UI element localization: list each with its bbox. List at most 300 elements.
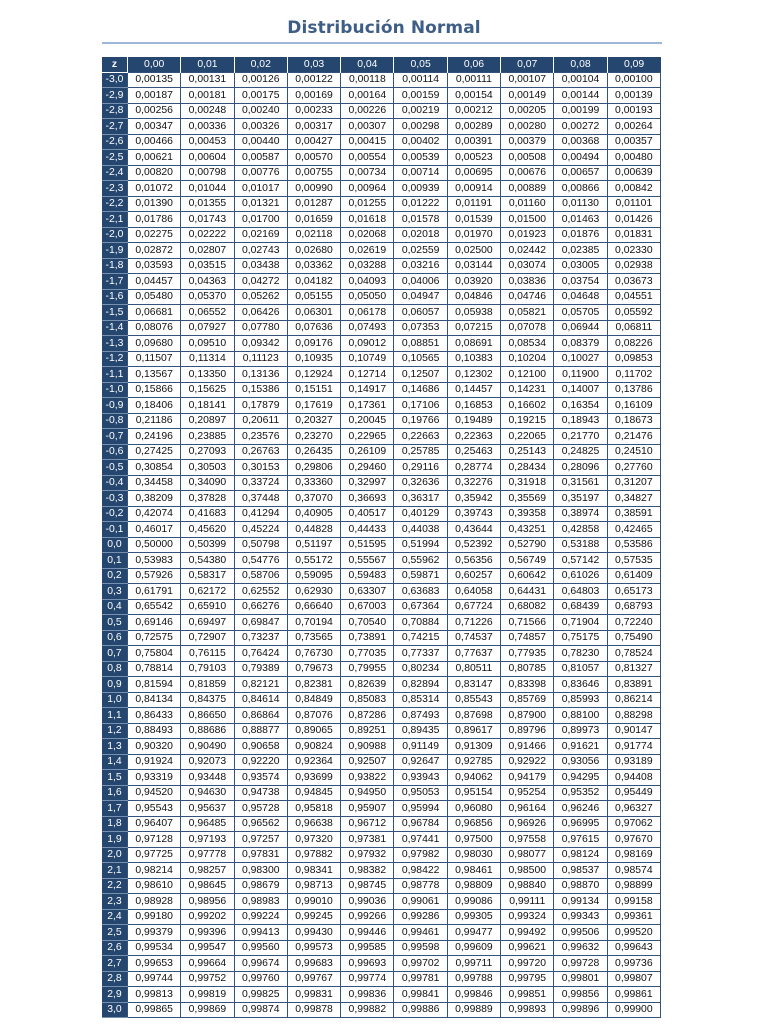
probability-cell: 0,05050 xyxy=(341,289,394,305)
table-row xyxy=(102,630,661,646)
probability-cell: 0,95449 xyxy=(607,785,660,801)
probability-cell: 0,97778 xyxy=(181,847,234,863)
probability-cell: 0,01618 xyxy=(341,212,394,228)
probability-cell: 0,36317 xyxy=(394,491,447,507)
probability-cell: 0,38974 xyxy=(554,506,607,522)
probability-cell: 0,17106 xyxy=(394,398,447,414)
probability-cell: 0,97062 xyxy=(607,816,660,832)
probability-cell: 0,10565 xyxy=(394,351,447,367)
z-value-cell: 2,5 xyxy=(102,925,128,941)
probability-cell: 0,33724 xyxy=(234,475,287,491)
probability-cell: 0,00226 xyxy=(341,103,394,119)
probability-cell: 0,99851 xyxy=(501,987,554,1003)
table-row xyxy=(102,367,661,383)
probability-cell: 0,90658 xyxy=(234,739,287,755)
probability-cell: 0,98928 xyxy=(128,894,181,910)
probability-cell: 0,23576 xyxy=(234,429,287,445)
probability-cell: 0,09342 xyxy=(234,336,287,352)
table-row xyxy=(102,553,661,569)
probability-cell: 0,92922 xyxy=(501,754,554,770)
probability-cell: 0,59483 xyxy=(341,568,394,584)
probability-cell: 0,99825 xyxy=(234,987,287,1003)
probability-cell: 0,98214 xyxy=(128,863,181,879)
probability-cell: 0,99893 xyxy=(501,1002,554,1018)
probability-cell: 0,99547 xyxy=(181,940,234,956)
probability-cell: 0,01539 xyxy=(447,212,500,228)
probability-cell: 0,99245 xyxy=(287,909,340,925)
probability-cell: 0,05705 xyxy=(554,305,607,321)
probability-cell: 0,76424 xyxy=(234,646,287,662)
probability-cell: 0,98679 xyxy=(234,878,287,894)
probability-cell: 0,79955 xyxy=(341,661,394,677)
probability-cell: 0,00554 xyxy=(341,150,394,166)
z-value-cell: 2,4 xyxy=(102,909,128,925)
probability-cell: 0,96784 xyxy=(394,816,447,832)
probability-cell: 0,98713 xyxy=(287,878,340,894)
probability-cell: 0,94738 xyxy=(234,785,287,801)
table-row xyxy=(102,72,661,88)
probability-cell: 0,12507 xyxy=(394,367,447,383)
probability-cell: 0,29806 xyxy=(287,460,340,476)
probability-cell: 0,06057 xyxy=(394,305,447,321)
probability-cell: 0,13136 xyxy=(234,367,287,383)
probability-cell: 0,40129 xyxy=(394,506,447,522)
probability-cell: 0,11123 xyxy=(234,351,287,367)
probability-cell: 0,04846 xyxy=(447,289,500,305)
table-row xyxy=(102,88,661,104)
probability-cell: 0,99781 xyxy=(394,971,447,987)
probability-cell: 0,00307 xyxy=(341,119,394,135)
z-value-cell: -1,5 xyxy=(102,305,128,321)
probability-cell: 0,95543 xyxy=(128,801,181,817)
probability-cell: 0,12302 xyxy=(447,367,500,383)
probability-cell: 0,04182 xyxy=(287,274,340,290)
z-value-cell: -2,0 xyxy=(102,227,128,243)
probability-cell: 0,12924 xyxy=(287,367,340,383)
z-value-cell: 0,6 xyxy=(102,630,128,646)
probability-cell: 0,97193 xyxy=(181,832,234,848)
probability-cell: 0,88298 xyxy=(607,708,660,724)
probability-cell: 0,99036 xyxy=(341,894,394,910)
probability-cell: 0,43251 xyxy=(501,522,554,538)
probability-cell: 0,99831 xyxy=(287,987,340,1003)
probability-cell: 0,74857 xyxy=(501,630,554,646)
probability-cell: 0,26763 xyxy=(234,444,287,460)
probability-cell: 0,07927 xyxy=(181,320,234,336)
probability-cell: 0,00368 xyxy=(554,134,607,150)
probability-cell: 0,96327 xyxy=(607,801,660,817)
table-row xyxy=(102,971,661,987)
probability-cell: 0,07493 xyxy=(341,320,394,336)
table-row xyxy=(102,739,661,755)
probability-cell: 0,99760 xyxy=(234,971,287,987)
probability-cell: 0,19489 xyxy=(447,413,500,429)
probability-cell: 0,01578 xyxy=(394,212,447,228)
probability-cell: 0,77337 xyxy=(394,646,447,662)
probability-cell: 0,00914 xyxy=(447,181,500,197)
probability-cell: 0,03593 xyxy=(128,258,181,274)
table-row xyxy=(102,940,661,956)
probability-cell: 0,97982 xyxy=(394,847,447,863)
probability-cell: 0,58317 xyxy=(181,568,234,584)
probability-cell: 0,00104 xyxy=(554,72,607,88)
probability-cell: 0,68439 xyxy=(554,599,607,615)
probability-cell: 0,00621 xyxy=(128,150,181,166)
column-header: 0,06 xyxy=(447,57,500,72)
probability-cell: 0,89973 xyxy=(554,723,607,739)
probability-cell: 0,99534 xyxy=(128,940,181,956)
probability-cell: 0,98778 xyxy=(394,878,447,894)
probability-cell: 0,30503 xyxy=(181,460,234,476)
probability-cell: 0,81057 xyxy=(554,661,607,677)
z-value-cell: 2,9 xyxy=(102,987,128,1003)
probability-cell: 0,01743 xyxy=(181,212,234,228)
probability-cell: 0,07078 xyxy=(501,320,554,336)
probability-cell: 0,69497 xyxy=(181,615,234,631)
probability-cell: 0,15386 xyxy=(234,382,287,398)
probability-cell: 0,69847 xyxy=(234,615,287,631)
probability-cell: 0,45224 xyxy=(234,522,287,538)
z-value-cell: -2,1 xyxy=(102,212,128,228)
probability-cell: 0,00114 xyxy=(394,72,447,88)
probability-cell: 0,95994 xyxy=(394,801,447,817)
probability-cell: 0,14917 xyxy=(341,382,394,398)
probability-cell: 0,99861 xyxy=(607,987,660,1003)
table-row xyxy=(102,615,661,631)
table-row xyxy=(102,212,661,228)
probability-cell: 0,02068 xyxy=(341,227,394,243)
probability-cell: 0,91924 xyxy=(128,754,181,770)
probability-cell: 0,44433 xyxy=(341,522,394,538)
probability-cell: 0,99874 xyxy=(234,1002,287,1018)
probability-cell: 0,53586 xyxy=(607,537,660,553)
probability-cell: 0,22965 xyxy=(341,429,394,445)
probability-cell: 0,86433 xyxy=(128,708,181,724)
table-row xyxy=(102,258,661,274)
table-row xyxy=(102,398,661,414)
probability-cell: 0,28774 xyxy=(447,460,500,476)
probability-cell: 0,05262 xyxy=(234,289,287,305)
probability-cell: 0,96638 xyxy=(287,816,340,832)
probability-cell: 0,02500 xyxy=(447,243,500,259)
probability-cell: 0,00256 xyxy=(128,103,181,119)
probability-cell: 0,04746 xyxy=(501,289,554,305)
probability-cell: 0,51197 xyxy=(287,537,340,553)
probability-cell: 0,00776 xyxy=(234,165,287,181)
probability-cell: 0,00440 xyxy=(234,134,287,150)
page-title: Distribución Normal xyxy=(287,18,481,38)
probability-cell: 0,00169 xyxy=(287,88,340,104)
probability-cell: 0,99492 xyxy=(501,925,554,941)
table-row xyxy=(102,119,661,135)
probability-cell: 0,02619 xyxy=(341,243,394,259)
probability-cell: 0,03754 xyxy=(554,274,607,290)
probability-cell: 0,01191 xyxy=(447,196,500,212)
probability-cell: 0,80785 xyxy=(501,661,554,677)
probability-cell: 0,37070 xyxy=(287,491,340,507)
z-value-cell: -1,3 xyxy=(102,336,128,352)
probability-cell: 0,00233 xyxy=(287,103,340,119)
probability-cell: 0,04006 xyxy=(394,274,447,290)
probability-cell: 0,52790 xyxy=(501,537,554,553)
probability-cell: 0,30153 xyxy=(234,460,287,476)
probability-cell: 0,00135 xyxy=(128,72,181,88)
probability-cell: 0,98169 xyxy=(607,847,660,863)
probability-cell: 0,89796 xyxy=(501,723,554,739)
probability-cell: 0,97558 xyxy=(501,832,554,848)
probability-cell: 0,12100 xyxy=(501,367,554,383)
z-value-cell: -2,6 xyxy=(102,134,128,150)
probability-cell: 0,78814 xyxy=(128,661,181,677)
probability-cell: 0,76730 xyxy=(287,646,340,662)
probability-cell: 0,06811 xyxy=(607,320,660,336)
probability-cell: 0,01500 xyxy=(501,212,554,228)
table-row xyxy=(102,863,661,879)
probability-cell: 0,00889 xyxy=(501,181,554,197)
probability-cell: 0,00264 xyxy=(607,119,660,135)
probability-cell: 0,72575 xyxy=(128,630,181,646)
z-value-cell: 0,3 xyxy=(102,584,128,600)
probability-cell: 0,74215 xyxy=(394,630,447,646)
normal-distribution-table xyxy=(102,57,661,1018)
probability-cell: 0,04648 xyxy=(554,289,607,305)
probability-cell: 0,04551 xyxy=(607,289,660,305)
probability-cell: 0,06301 xyxy=(287,305,340,321)
probability-cell: 0,33360 xyxy=(287,475,340,491)
probability-cell: 0,51994 xyxy=(394,537,447,553)
probability-cell: 0,34827 xyxy=(607,491,660,507)
probability-cell: 0,00289 xyxy=(447,119,500,135)
probability-cell: 0,96926 xyxy=(501,816,554,832)
probability-cell: 0,03216 xyxy=(394,258,447,274)
probability-cell: 0,72240 xyxy=(607,615,660,631)
probability-cell: 0,01101 xyxy=(607,196,660,212)
probability-cell: 0,96995 xyxy=(554,816,607,832)
probability-cell: 0,94062 xyxy=(447,770,500,786)
probability-cell: 0,85993 xyxy=(554,692,607,708)
probability-cell: 0,00111 xyxy=(447,72,500,88)
table-row xyxy=(102,925,661,941)
probability-cell: 0,01044 xyxy=(181,181,234,197)
probability-cell: 0,91621 xyxy=(554,739,607,755)
probability-cell: 0,84134 xyxy=(128,692,181,708)
probability-cell: 0,01321 xyxy=(234,196,287,212)
probability-cell: 0,00657 xyxy=(554,165,607,181)
probability-cell: 0,13786 xyxy=(607,382,660,398)
probability-cell: 0,90824 xyxy=(287,739,340,755)
probability-cell: 0,95907 xyxy=(341,801,394,817)
probability-cell: 0,03005 xyxy=(554,258,607,274)
probability-cell: 0,09680 xyxy=(128,336,181,352)
probability-cell: 0,00212 xyxy=(447,103,500,119)
table-row xyxy=(102,227,661,243)
probability-cell: 0,01222 xyxy=(394,196,447,212)
z-value-cell: -0,5 xyxy=(102,460,128,476)
probability-cell: 0,00570 xyxy=(287,150,340,166)
probability-cell: 0,83891 xyxy=(607,677,660,693)
probability-cell: 0,81327 xyxy=(607,661,660,677)
probability-cell: 0,91149 xyxy=(394,739,447,755)
probability-cell: 0,86650 xyxy=(181,708,234,724)
probability-cell: 0,00508 xyxy=(501,150,554,166)
probability-cell: 0,32636 xyxy=(394,475,447,491)
z-value-cell: -2,8 xyxy=(102,103,128,119)
probability-cell: 0,94179 xyxy=(501,770,554,786)
z-value-cell: 2,7 xyxy=(102,956,128,972)
probability-cell: 0,02018 xyxy=(394,227,447,243)
probability-cell: 0,99674 xyxy=(234,956,287,972)
probability-cell: 0,58706 xyxy=(234,568,287,584)
probability-cell: 0,90147 xyxy=(607,723,660,739)
probability-cell: 0,08226 xyxy=(607,336,660,352)
probability-cell: 0,94408 xyxy=(607,770,660,786)
table-row xyxy=(102,165,661,181)
probability-cell: 0,99224 xyxy=(234,909,287,925)
probability-cell: 0,99896 xyxy=(554,1002,607,1018)
probability-cell: 0,87493 xyxy=(394,708,447,724)
probability-cell: 0,99774 xyxy=(341,971,394,987)
probability-cell: 0,60642 xyxy=(501,568,554,584)
z-value-cell: -0,9 xyxy=(102,398,128,414)
probability-cell: 0,94845 xyxy=(287,785,340,801)
probability-cell: 0,91774 xyxy=(607,739,660,755)
probability-cell: 0,03144 xyxy=(447,258,500,274)
probability-cell: 0,91309 xyxy=(447,739,500,755)
column-header: 0,02 xyxy=(234,57,287,72)
probability-cell: 0,56356 xyxy=(447,553,500,569)
table-row xyxy=(102,785,661,801)
probability-cell: 0,93319 xyxy=(128,770,181,786)
probability-cell: 0,00100 xyxy=(607,72,660,88)
table-row xyxy=(102,274,661,290)
z-value-cell: -2,4 xyxy=(102,165,128,181)
probability-cell: 0,00336 xyxy=(181,119,234,135)
probability-cell: 0,02807 xyxy=(181,243,234,259)
probability-cell: 0,02275 xyxy=(128,227,181,243)
probability-cell: 0,05592 xyxy=(607,305,660,321)
z-value-cell: 1,6 xyxy=(102,785,128,801)
probability-cell: 0,75490 xyxy=(607,630,660,646)
probability-cell: 0,08851 xyxy=(394,336,447,352)
probability-cell: 0,99856 xyxy=(554,987,607,1003)
probability-cell: 0,00298 xyxy=(394,119,447,135)
probability-cell: 0,26109 xyxy=(341,444,394,460)
probability-cell: 0,00639 xyxy=(607,165,660,181)
probability-cell: 0,92073 xyxy=(181,754,234,770)
probability-cell: 0,99413 xyxy=(234,925,287,941)
probability-cell: 0,30854 xyxy=(128,460,181,476)
probability-cell: 0,03288 xyxy=(341,258,394,274)
probability-cell: 0,01970 xyxy=(447,227,500,243)
probability-cell: 0,99061 xyxy=(394,894,447,910)
probability-cell: 0,99702 xyxy=(394,956,447,972)
probability-cell: 0,98956 xyxy=(181,894,234,910)
probability-cell: 0,99846 xyxy=(447,987,500,1003)
z-value-cell: -0,4 xyxy=(102,475,128,491)
probability-cell: 0,00466 xyxy=(128,134,181,150)
probability-cell: 0,01160 xyxy=(501,196,554,212)
probability-cell: 0,00714 xyxy=(394,165,447,181)
probability-cell: 0,46017 xyxy=(128,522,181,538)
probability-cell: 0,02222 xyxy=(181,227,234,243)
probability-cell: 0,00990 xyxy=(287,181,340,197)
probability-cell: 0,99180 xyxy=(128,909,181,925)
probability-cell: 0,98870 xyxy=(554,878,607,894)
probability-cell: 0,32276 xyxy=(447,475,500,491)
z-value-cell: -0,6 xyxy=(102,444,128,460)
probability-cell: 0,84375 xyxy=(181,692,234,708)
z-value-cell: 0,1 xyxy=(102,553,128,569)
probability-cell: 0,98840 xyxy=(501,878,554,894)
probability-cell: 0,99801 xyxy=(554,971,607,987)
table-row xyxy=(102,770,661,786)
probability-cell: 0,00604 xyxy=(181,150,234,166)
probability-cell: 0,16853 xyxy=(447,398,500,414)
probability-cell: 0,99865 xyxy=(128,1002,181,1018)
probability-cell: 0,18673 xyxy=(607,413,660,429)
column-header: 0,07 xyxy=(501,57,554,72)
probability-cell: 0,99461 xyxy=(394,925,447,941)
probability-cell: 0,16602 xyxy=(501,398,554,414)
probability-cell: 0,94630 xyxy=(181,785,234,801)
probability-cell: 0,00523 xyxy=(447,150,500,166)
probability-cell: 0,06178 xyxy=(341,305,394,321)
probability-cell: 0,90988 xyxy=(341,739,394,755)
probability-cell: 0,27093 xyxy=(181,444,234,460)
probability-cell: 0,87076 xyxy=(287,708,340,724)
probability-cell: 0,07636 xyxy=(287,320,340,336)
table-row xyxy=(102,351,661,367)
probability-cell: 0,00539 xyxy=(394,150,447,166)
probability-cell: 0,00820 xyxy=(128,165,181,181)
probability-cell: 0,10204 xyxy=(501,351,554,367)
z-value-cell: -2,2 xyxy=(102,196,128,212)
probability-cell: 0,85314 xyxy=(394,692,447,708)
table-row xyxy=(102,413,661,429)
probability-cell: 0,54380 xyxy=(181,553,234,569)
z-value-cell: 0,2 xyxy=(102,568,128,584)
probability-cell: 0,82121 xyxy=(234,677,287,693)
probability-cell: 0,06426 xyxy=(234,305,287,321)
z-value-cell: -0,8 xyxy=(102,413,128,429)
probability-cell: 0,00415 xyxy=(341,134,394,150)
probability-cell: 0,50798 xyxy=(234,537,287,553)
probability-cell: 0,87286 xyxy=(341,708,394,724)
probability-cell: 0,80234 xyxy=(394,661,447,677)
probability-cell: 0,04457 xyxy=(128,274,181,290)
table-row xyxy=(102,987,661,1003)
probability-cell: 0,11702 xyxy=(607,367,660,383)
z-value-cell: 1,9 xyxy=(102,832,128,848)
probability-cell: 0,77035 xyxy=(341,646,394,662)
table-row xyxy=(102,816,661,832)
probability-cell: 0,72907 xyxy=(181,630,234,646)
probability-cell: 0,10935 xyxy=(287,351,340,367)
probability-cell: 0,17619 xyxy=(287,398,340,414)
probability-cell: 0,11507 xyxy=(128,351,181,367)
probability-cell: 0,97320 xyxy=(287,832,340,848)
probability-cell: 0,99506 xyxy=(554,925,607,941)
probability-cell: 0,99086 xyxy=(447,894,500,910)
probability-cell: 0,99886 xyxy=(394,1002,447,1018)
probability-cell: 0,86864 xyxy=(234,708,287,724)
probability-cell: 0,61791 xyxy=(128,584,181,600)
z-value-cell: 1,5 xyxy=(102,770,128,786)
probability-cell: 0,14686 xyxy=(394,382,447,398)
z-value-cell: -0,7 xyxy=(102,429,128,445)
table-row xyxy=(102,677,661,693)
probability-cell: 0,02118 xyxy=(287,227,340,243)
